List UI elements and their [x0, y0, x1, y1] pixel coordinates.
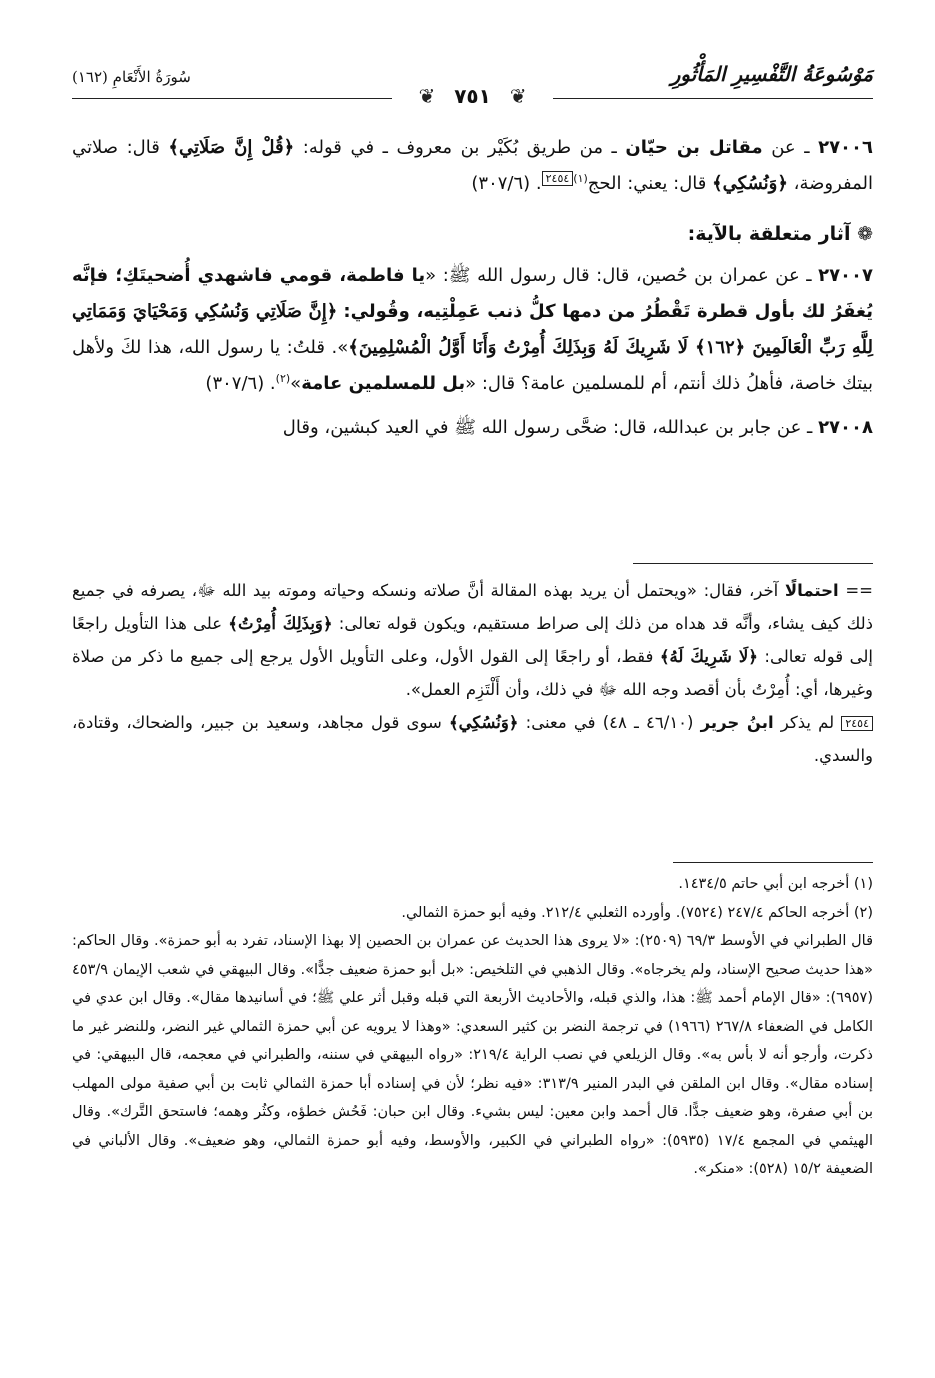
ornament-icon: ❦: [504, 84, 533, 108]
commentary-ref-box: ٢٤٥٤: [542, 171, 574, 186]
quran-quote: ﴿وَبِذَلِكَ أُمِرْتُ﴾: [228, 614, 333, 633]
page-number-wrap: [72, 84, 873, 108]
narrator-name: مقاتل بن حيّان: [625, 137, 763, 158]
entry-27006: ٢٧٠٠٦ ـ عن مقاتل بن حيّان ـ من طريق بُكَيْر بن معروف ـ في قوله: ﴿قُلْ إِنَّ صَلَاتِي﴾ قال: صلاتي المفروضة، ﴿وَنُسُكِي﴾ قال: يعني: الحج$^{(١)}$٢٤٥٤. (٣٠٧/٦): [72, 137, 874, 194]
footnote-2-detail: قال الطبراني في الأوسط ٦٩/٣ (٢٥٠٩): «لا يروى هذا الحديث عن عمران بن الحصين إلا بهذا الإسناد، تفرد به أبو حمزة». وقال الحاكم: «هذا حديث صحيح الإسناد، ولم يخرجاه». وقال الذهبي في التلخيص: «بل أبو حمزة ضعيف جدًّا». وقال البيهقي في شعب الإيمان ٤٥٣/٩ (٦٩٥٧): «قال الإمام أحمد ﷺ: هذا، والذي قبله، والأحاديث الأربعة التي قبله وقبل أثر علي ﷺ؛ في أسانيدها مقال». وقال ابن عدي في الكامل في الضعفاء ٢٦٧/٨ (١٩٦٦) في ترجمة النضر بن كثير السعدي: «وهذا لا يرويه عن أبي حمزة الثمالي غير النضر، وللنضر غير ما ذكرت، وأرجو أنه لا بأس به». وقال الزيلعي في نصب الراية ٢١٩/٤: «رواه البيهقي في سننه، والطبراني في معجمه، قال البيهقي: في إسناده مقال». وقال ابن الملقن في البدر المنير ٣١٣/٩: «فيه نظر؛ لأن في إسناده أبا حمزة الثمالي ثابت بن أبي صفية مولى المهلب بن أبي صفرة، وهو ضعيف جدًّا. قال أحمد وابن معين: ليس بشيء. وقال ابن حبان: فَحُش خطؤه، وكثُر وهمه؛ فاستحق التَّرك». وقال الهيثمي في المجمع ١٧/٤ (٥٩٣٥): «رواه الطبراني في الكبير، والأوسط، وفيه أبو حمزة الثمالي، وهو ضعيف». وقال الألباني في الضعيفة ١٥/٢ (٥٢٨): «منكر».: [72, 933, 873, 1177]
footnotes: [72, 870, 873, 1184]
note-continued: == احتمالًا آخر، فقال: «ويحتمل أن يريد بهذه المقالة أنَّ صلاته ونسكه وحياته وموته بيد الله ﷻ، يصرفه في جميع ذلك كيف يشاء، وأنَّه قد هداه من ذلك إلى صراط مستقيم، ويكون قوله تعالى: ﴿وَبِذَلِكَ أُمِرْتُ﴾ على هذا التأويل راجعًا إلى قوله تعالى: ﴿لَا شَرِيكَ لَهُ﴾ فقط، أو راجعًا إلى القول الأول، وعلى التأويل الأول يرجع إلى جميع ما ذكر من صلاة وغيرها، أي: أُمِرْتُ بأن أقصد وجه الله ﷻ في ذلك، وأن أَلْتَزِم العمل».: [72, 581, 873, 699]
quran-quote: ﴿وَنُسُكِي﴾: [448, 713, 519, 732]
book-title: مَوْسُوعَةُ التَّفْسِيرِ المَأْثُورِ: [670, 62, 873, 86]
separator-rule: [633, 563, 873, 564]
page-number-box: [406, 84, 538, 108]
commentary-notes: [72, 574, 873, 772]
hadith-text: بل للمسلمين عامة: [301, 373, 466, 394]
page-number: ٧٥١: [448, 84, 497, 108]
footnote-ref: (٢): [275, 372, 291, 385]
entry-number: ٢٧٠٠٨: [818, 417, 873, 438]
hadith-text: يا فاطمة، قومي فاشهدي أُضحيتَكِ؛ فإنَّه يُغفَرُ لك بأول قطرة تَقْطُرُ من دمها كلُّ ذنب عَمِلْتِيه، وقُولي:: [72, 265, 873, 322]
entry-number: ٢٧٠٠٦: [818, 137, 874, 158]
note-2454: ٢٤٥٤ لم يذكر ابنُ جرير (٤٦/١٠ ـ ٤٨) في معنى: ﴿وَنُسُكِي﴾ سوى قول مجاهد، وسعيد بن جبير، والضحاك، وقتادة، والسدي.: [72, 713, 873, 765]
quran-quote: ﴿وَنُسُكِي﴾: [712, 173, 788, 194]
quran-quote: ﴿قُلْ إِنَّ صَلَاتِي﴾: [168, 137, 295, 158]
quran-quote: ﴿إِنَّ صَلَاتِي وَنُسُكِي وَمَحْيَايَ وَمَمَاتِي لِلَّهِ رَبِّ الْعَالَمِينَ ﴿١٦٢﴾ لَا شَرِيكَ لَهُ وَبِذَلِكَ أُمِرْتُ وَأَنَا أَوَّلُ الْمُسْلِمِينَ﴾: [72, 301, 873, 358]
footnote-separator: [673, 862, 873, 863]
entry-27008: ٢٧٠٠٨ ـ عن جابر بن عبدالله، قال: ضحَّى رسول الله ﷺ في العيد كبشين، وقال: [282, 417, 873, 438]
main-text: [72, 130, 873, 454]
entry-27007: ٢٧٠٠٧ ـ عن عمران بن حُصين، قال: قال رسول الله ﷺ: «يا فاطمة، قومي فاشهدي أُضحيتَكِ؛ فإنَّه يُغفَرُ لك بأول قطرة تَقْطُرُ من دمها كلُّ ذنب عَمِلْتِيه، وقُولي: ﴿إِنَّ صَلَاتِي وَنُسُكِي وَمَحْيَايَ وَمَمَاتِي لِلَّهِ رَبِّ الْعَالَمِينَ ﴿١٦٢﴾ لَا شَرِيكَ لَهُ وَبِذَلِكَ أُمِرْتُ وَأَنَا أَوَّلُ الْمُسْلِمِينَ﴾». قلتُ: يا رسول الله، هذا لكَ ولأهل بيتك خاصة، فأهلُ ذلك أنتم، أم للمسلمين عامة؟ قال: «بل للمسلمين عامة»$^{(٢)}$. (٣٠٧/٦): [72, 265, 874, 394]
commentary-ref-box: ٢٤٥٤: [841, 716, 873, 731]
footnote-ref: (١): [573, 172, 588, 185]
quran-quote: ﴿لَا شَرِيكَ لَهُ﴾: [659, 647, 758, 666]
running-header: [72, 62, 873, 108]
surah-label: سُورَةُ الأَنْعَامِ (١٦٢): [72, 68, 191, 86]
footnote-1: (١) أخرجه ابن أبي حاتم ١٤٣٤/٥.: [678, 876, 873, 892]
ornament-icon: ❦: [412, 84, 441, 108]
footnote-2: (٢) أخرجه الحاكم ٢٤٧/٤ (٧٥٢٤). وأورده الثعلبي ٢١٢/٤. وفيه أبو حمزة الثمالي.: [401, 904, 873, 921]
entry-number: ٢٧٠٠٧: [818, 265, 874, 286]
section-title: ❁ آثار متعلقة بالآية:: [687, 223, 873, 245]
